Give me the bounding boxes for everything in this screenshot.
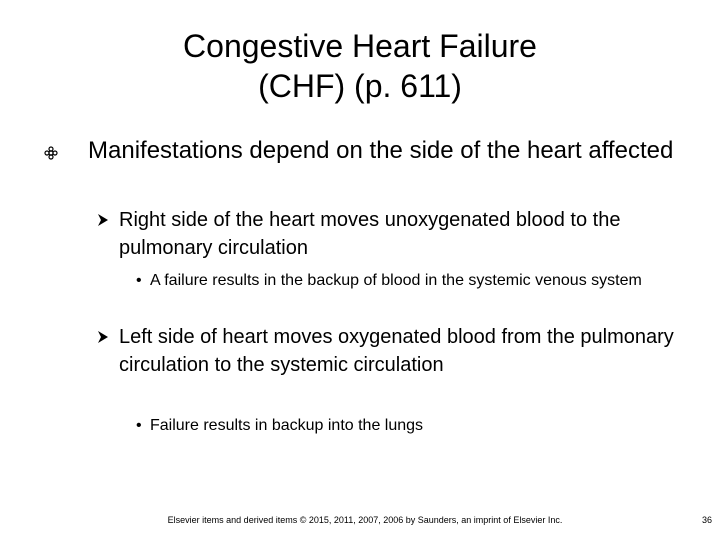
- slide-number: 36: [701, 515, 712, 525]
- slide-title: [60, 26, 660, 106]
- title-line-2: (CHF) (p. 611): [258, 68, 462, 104]
- arrow-bullet-icon: [97, 213, 109, 227]
- bullet-level3-text-lungs-backup: Failure results in backup into the lungs: [150, 417, 424, 434]
- bullet-level2-text-left-side: Left side of heart moves oxygenated blood from the pulmonary circulation to the systemic circulation: [119, 326, 674, 376]
- arrow-bullet-icon: [97, 330, 109, 344]
- bullet-level2-text-right-side: Right side of the heart moves unoxygenated blood to the pulmonary circulation: [119, 209, 621, 259]
- flower-bullet-icon: [44, 146, 58, 160]
- bullet-level3-text-systemic-backup: A failure results in the backup of blood in the systemic venous system: [150, 272, 642, 289]
- dot-bullet-icon: •: [136, 417, 142, 434]
- copyright-footer: Elsevier items and derived items © 2015, 2011, 2007, 2006 by Saunders, an imprint of Elsevier Inc.: [167, 515, 563, 525]
- title-line-1: Congestive Heart Failure: [183, 28, 537, 64]
- bullet-level1-text: Manifestations depend on the side of the heart affected: [88, 137, 674, 164]
- dot-bullet-icon: •: [136, 272, 142, 289]
